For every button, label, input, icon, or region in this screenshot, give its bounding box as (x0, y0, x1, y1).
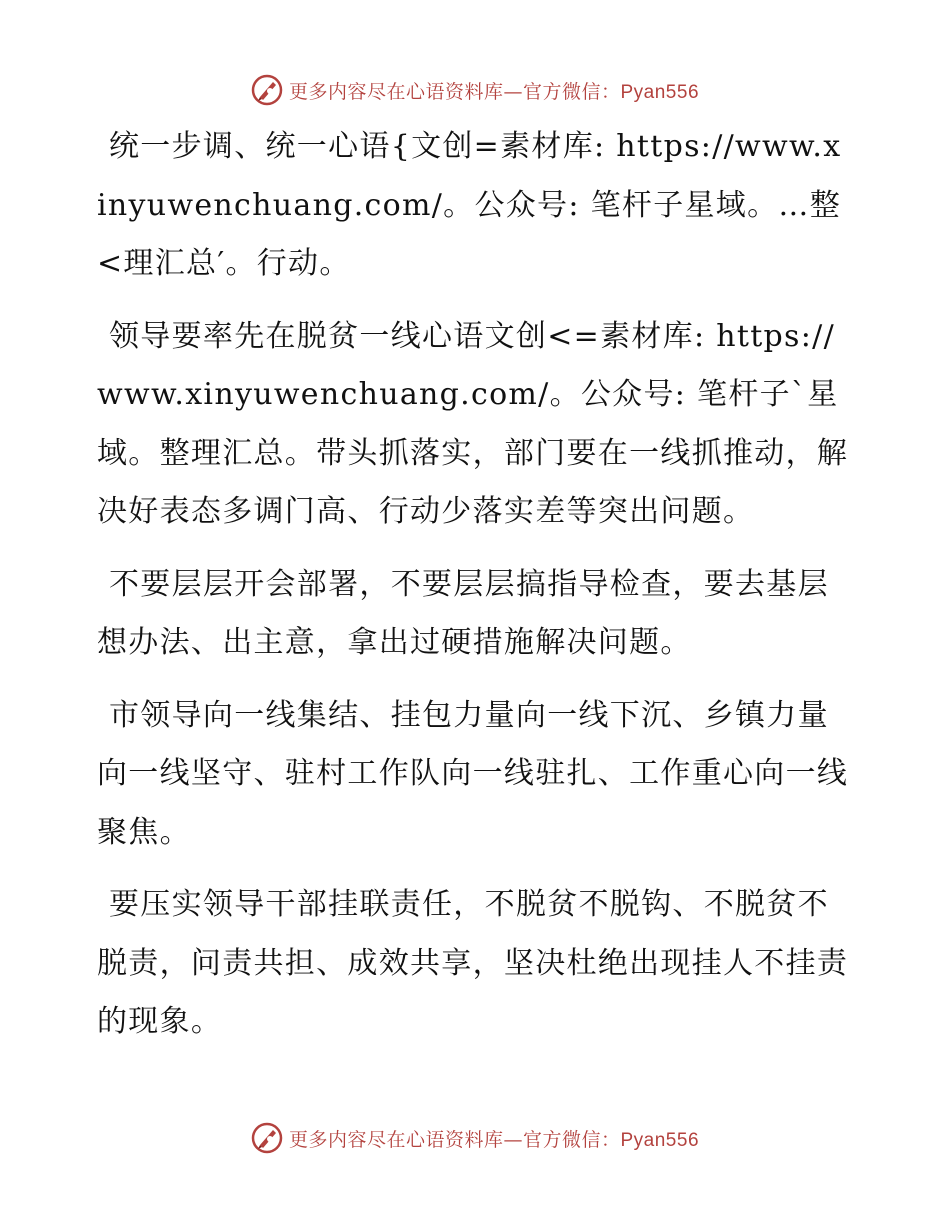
footer-wechat-id: Pyan556 (620, 1129, 700, 1151)
quill-pen-logo-icon (251, 74, 283, 106)
paragraph-5: 要压实领导干部挂联责任，不脱贫不脱钩、不脱贫不脱责，问责共担、成效共享，坚决杜绝出现挂人不挂责的现象。 (97, 887, 849, 1039)
header-banner-caption: 更多内容尽在心语资料库—官方微信： (288, 80, 621, 103)
paragraph-3: 不要层层开会部署，不要层层搞指导检查，要去基层想办法、出主意，拿出过硬措施解决问题。 (97, 566, 829, 660)
header-wechat-id: Pyan556 (620, 81, 700, 103)
footer-banner-text (289, 1125, 699, 1152)
paragraph-1: 统一步调、统一心语{文创=素材库: https://www.xinyuwenchuang.com/。公众号: 笔杆子星域。…整<理汇总′。行动。 (97, 129, 842, 281)
footer-banner (0, 1118, 950, 1158)
footer-banner-caption: 更多内容尽在心语资料库—官方微信： (288, 1128, 621, 1151)
paragraph-4: 市领导向一线集结、挂包力量向一线下沉、乡镇力量向一线坚守、驻村工作队向一线驻扎、工作重心向一线聚焦。 (97, 697, 849, 850)
paragraph-2: 领导要率先在脱贫一线心语文创<=素材库: https://www.xinyuwenchuang.com/。公众号: 笔杆子`星域。整理汇总。带头抓落实，部门要在一线抓推动，解决好表态多调门高、行动少落实差等突出问题。 (97, 318, 849, 529)
document-body (97, 118, 849, 1066)
header-banner-text (289, 77, 699, 104)
quill-pen-logo-icon (251, 1122, 283, 1154)
header-banner (0, 70, 950, 110)
